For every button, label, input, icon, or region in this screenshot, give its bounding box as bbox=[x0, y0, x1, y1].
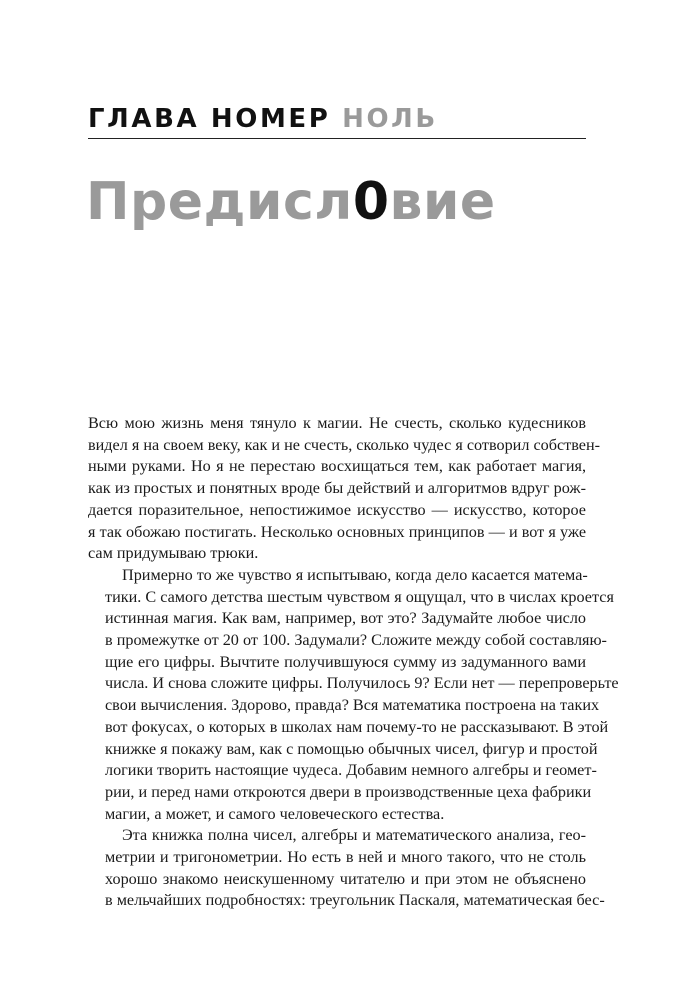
paragraph-3 bbox=[88, 825, 605, 912]
text-line: вот фокусах, о которых в школах нам почему-то не рассказывают. В этой bbox=[105, 717, 609, 736]
text-line: видел я на своем веку, как и не счесть, сколько чудес я сотворил собствен- bbox=[88, 435, 601, 454]
text-line: щие его цифры. Вычтите получившуюся сумму из задуманного вами bbox=[105, 652, 586, 671]
body-text bbox=[88, 413, 619, 912]
text-line: сам придумываю трюки. bbox=[88, 544, 259, 563]
paragraph-1 bbox=[88, 413, 601, 565]
text-line: как из простых и понятных вроде бы действий и алгоритмов вдруг рож- bbox=[88, 479, 586, 498]
paragraph-2 bbox=[88, 565, 619, 825]
title-part-1: Предисл bbox=[86, 172, 353, 232]
text-line: метрии и тригонометрии. Но есть в ней и много такого, что не столь bbox=[105, 848, 586, 867]
text-line: хорошо знакомо неискушенному читателю и при этом не объяснено bbox=[105, 869, 586, 888]
chapter-header bbox=[88, 100, 586, 139]
text-line: в промежутке от 20 от 100. Задумали? Сложите между собой составляю- bbox=[105, 631, 607, 650]
text-line: логики творить настоящие чудеса. Добавим немного алгебры и геомет- bbox=[105, 761, 597, 780]
title-part-2: вие bbox=[389, 172, 496, 232]
text-line: книжке я покажу вам, как с помощью обычных чисел, фигур и простой bbox=[105, 739, 598, 758]
title-zero: 0 bbox=[352, 172, 390, 232]
text-line: тики. С самого детства шестым чувством я ощущал, что в числах кроется bbox=[105, 587, 614, 606]
text-line: Примерно то же чувство я испытываю, когда дело касается матема- bbox=[122, 565, 588, 584]
page-title bbox=[86, 166, 496, 238]
text-line: свои вычисления. Здорово, правда? Вся математика построена на таких bbox=[105, 696, 600, 715]
text-line: рии, и перед нами откроются двери в производственные цеха фабрики bbox=[105, 782, 592, 801]
text-line: истинная магия. Как вам, например, вот это? Задумайте любое число bbox=[105, 609, 586, 628]
text-line: ными руками. Но я не перестаю восхищаться тем, как работает магия, bbox=[88, 457, 586, 476]
chapter-number: НОЛЬ bbox=[342, 104, 438, 134]
text-line: в мельчайших подробностях: треугольник Паскаля, математическая бес- bbox=[105, 891, 605, 910]
text-line: Эта книжка полна чисел, алгебры и математического анализа, гео- bbox=[122, 826, 586, 845]
chapter-label: ГЛАВА НОМЕР bbox=[88, 104, 343, 134]
text-line: дается поразительное, непостижимое искусство — искусство, которое bbox=[88, 500, 586, 519]
text-line: Всю мою жизнь меня тянуло к магии. Не счесть, сколько кудесников bbox=[88, 414, 586, 432]
text-line: магии, а может, и самого человеческого естества. bbox=[105, 804, 445, 823]
text-line: я так обожаю постигать. Несколько основных принципов — и вот я уже bbox=[88, 522, 586, 541]
text-line: числа. И снова сложите цифры. Получилось 9? Если нет — перепроверьте bbox=[105, 674, 619, 693]
